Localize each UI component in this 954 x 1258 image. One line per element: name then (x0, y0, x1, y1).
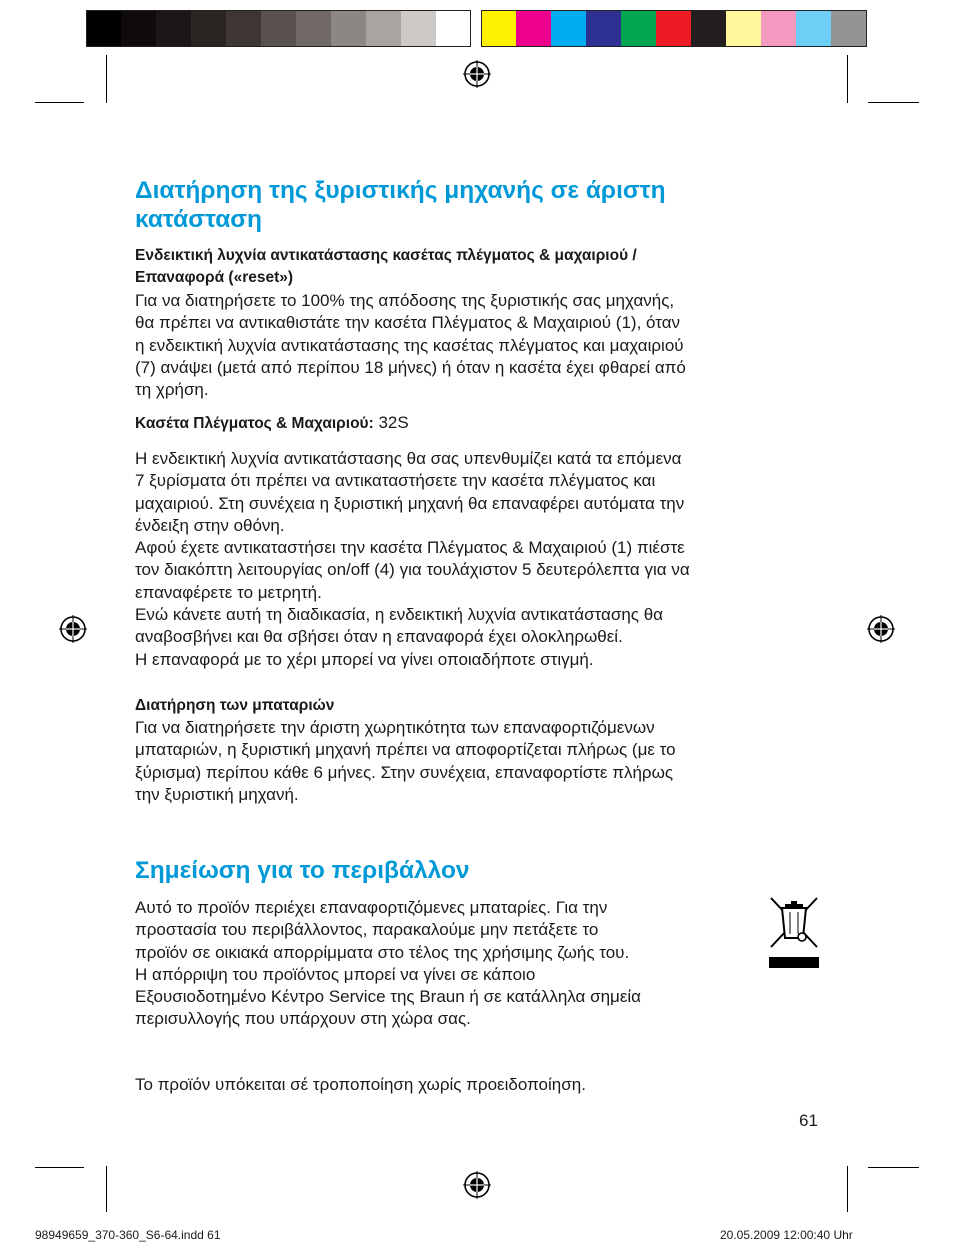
cassette-label: Κασέτα Πλέγματος & Μαχαιριού: (135, 415, 374, 432)
text-line: ένδειξη στην οθόνη. (135, 515, 285, 535)
registration-mark-icon (462, 59, 492, 89)
change-notice: Το προϊόν υπόκειται σέ τροποποίηση χωρίς προειδοποίηση. (135, 1075, 586, 1094)
text-line: μαχαιριού. Στη συνέχεια η ξυριστική μηχανή θα επαναφέρει αυτόματα την (135, 493, 685, 513)
crop-mark (868, 102, 919, 103)
text-line: Η ενδεικτική λυχνία αντικατάστασης θα σας υπενθυμίζει κατά τα επόμενα (135, 449, 682, 468)
text-line: αναβοσβήνει και θα σβήσει όταν η επαναφορά έχει ολοκληρωθεί. (135, 627, 623, 647)
title-line: Διατήρηση της ξυριστικής μηχανής σε άριστη (135, 177, 666, 204)
text-line: ξύρισμα) περίπου κάθε 6 μήνες. Στην συνέχεια, επαναφορτίστε πλήρως (135, 762, 674, 782)
subheading-battery: Διατήρηση των μπαταριών (135, 697, 335, 714)
text-line: Εξουσιοδοτημένο Κέντρο Service της Braun ή σε κατάλληλα σημεία (135, 987, 641, 1007)
subheading-replacement-indicator (135, 245, 637, 289)
text-line: τη χρήση. (135, 380, 209, 400)
text-line: μπαταριών, η ξυριστική μηχανή πρέπει να αποφορτίζεται πλήρως (με το (135, 740, 676, 760)
paragraph-environment (135, 897, 641, 1031)
text-line: προϊόν σε οικιακά απορρίμματα στο τέλος της χρήσιμης ζωής του. (135, 942, 630, 962)
text-line: (7) ανάψει (μετά από περίπου 18 μήνες) ή όταν η κασέτα έχει φθαρεί από (135, 357, 686, 377)
crop-mark (106, 1166, 107, 1212)
text-line: Για να διατηρήσετε το 100% της απόδοσης της ξυριστικής σας μηχανής, (135, 291, 675, 310)
text-line: τον διακόπτη λειτουργίας on/off (4) για τουλάχιστον 5 δευτερόλεπτα για να (135, 560, 690, 580)
text-line: θα πρέπει να αντικαθιστάτε την κασέτα Πλέγματος & Μαχαιριού (1), όταν (135, 313, 681, 333)
color-bar-outline (481, 10, 867, 47)
text-line: Αφού έχετε αντικαταστήσει την κασέτα Πλέγματος & Μαχαιριού (1) πιέστε (135, 538, 685, 558)
text-line: επαναφέρετε το μετρητή. (135, 582, 322, 602)
section-title-environment: Σημείωση για το περιβάλλον (135, 857, 470, 884)
text-line: την ξυριστική μηχανή. (135, 784, 299, 804)
text-line: 7 ξυρίσματα ότι πρέπει να αντικαταστήσετε την κασέτα πλέγματος και (135, 471, 656, 491)
title-line: κατάσταση (135, 206, 263, 233)
text-line: περισυλλογής που υπάρχουν στη χώρα σας. (135, 1009, 471, 1029)
page-number: 61 (799, 1111, 818, 1130)
registration-mark-icon (462, 1170, 492, 1200)
crop-mark (847, 1166, 848, 1212)
paragraph-battery (135, 717, 676, 806)
subheading-line: Ενδεικτική λυχνία αντικατάστασης κασέτας πλέγματος & μαχαιριού / (135, 247, 637, 264)
footer-timestamp: 20.05.2009 12:00:40 Uhr (720, 1228, 853, 1242)
crop-mark (847, 55, 848, 103)
subheading-line: Επαναφορά («reset») (135, 269, 294, 286)
crop-mark (35, 102, 84, 103)
text-line: Για να διατηρήσετε την άριστη χωρητικότητα των επαναφορτιζόμενων (135, 718, 655, 737)
registration-mark-icon (866, 614, 896, 644)
crop-mark (35, 1167, 84, 1168)
registration-mark-icon (58, 614, 88, 644)
text-line: προστασία του περιβάλλοντος, παρακαλούμε μην πετάξετε το (135, 920, 599, 940)
grey-scale-bar-outline (86, 10, 471, 47)
cassette-model-line (135, 412, 409, 435)
crossed-out-wheelie-bin-icon (768, 895, 820, 969)
paragraph-reset (135, 448, 690, 671)
crop-mark (106, 55, 107, 103)
paragraph-performance (135, 290, 686, 401)
crop-mark (868, 1167, 919, 1168)
footer-file-name: 98949659_370-360_S6-64.indd 61 (35, 1228, 221, 1242)
section-title-maintenance (135, 176, 666, 234)
cassette-value: 32S (373, 413, 409, 432)
text-line: Ενώ κάνετε αυτή τη διαδικασία, η ενδεικτική λυχνία αντικατάστασης θα (135, 605, 664, 625)
text-line: Η απόρριψη του προϊόντος μπορεί να γίνει σε κάποιο (135, 964, 536, 984)
text-line: Η επαναφορά με το χέρι μπορεί να γίνει οποιαδήποτε στιγμή. (135, 649, 594, 669)
text-line: η ενδεικτική λυχνία αντικατάστασης της κασέτας πλέγματος και μαχαιριού (135, 335, 684, 355)
text-line: Αυτό το προϊόν περιέχει επαναφορτιζόμενες μπαταρίες. Για την (135, 898, 608, 917)
